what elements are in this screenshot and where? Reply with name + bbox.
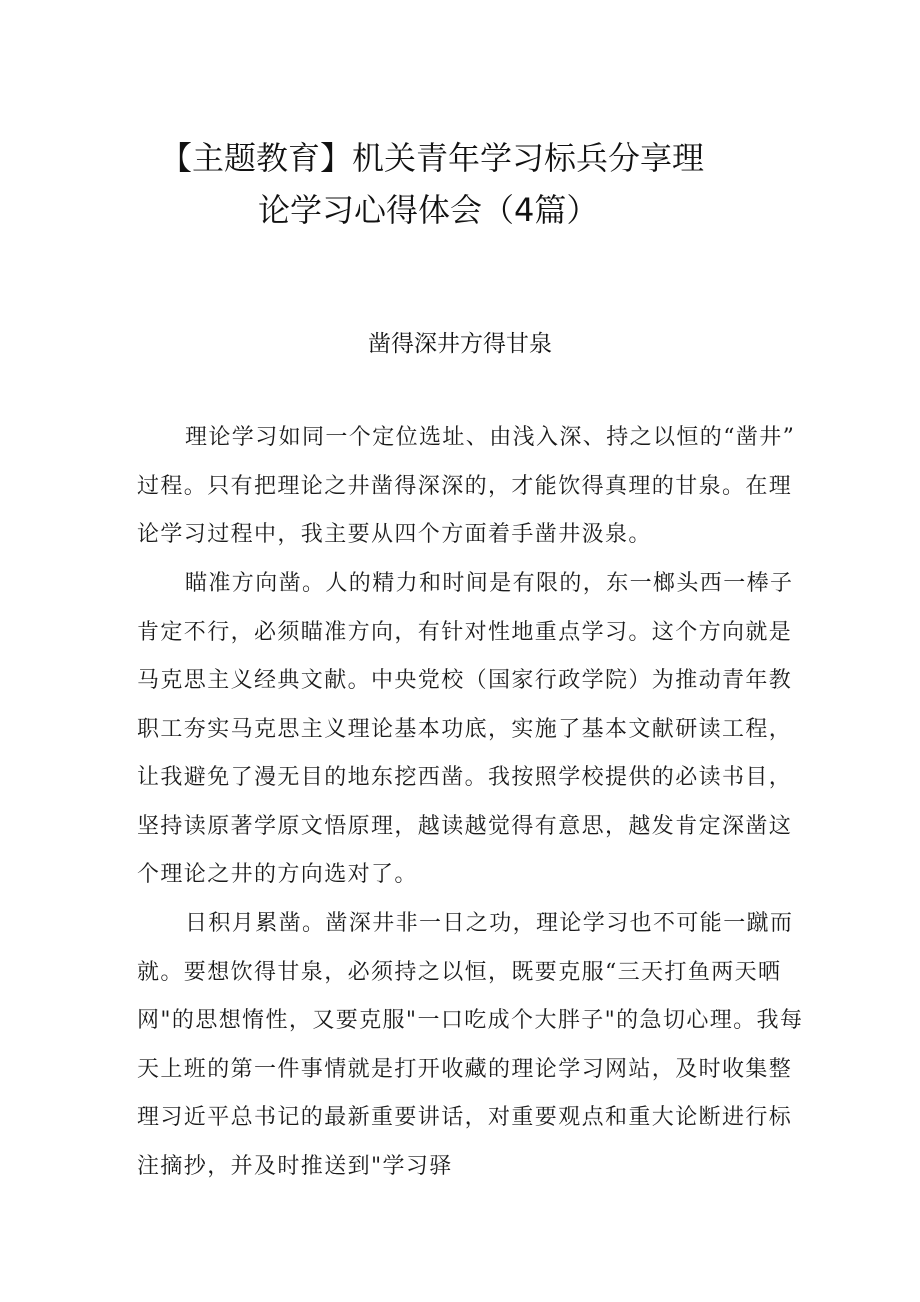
document-title-line-2: 论学习心得体会（4篇）	[258, 191, 599, 229]
paragraph-line: 论学习过程中，我主要从四个方面着手凿井汲泉。	[137, 522, 652, 547]
paragraph-line: 肯定不行，必须瞄准方向，有针对性地重点学习。这个方向就是	[137, 619, 793, 645]
paragraph-line: 注摘抄，并及时推送到"学习驿	[137, 1153, 453, 1179]
paragraph-line: 天上班的第一件事情就是打开收藏的理论学习网站，及时收集整	[137, 1056, 793, 1082]
paragraph-line: 过程。只有把理论之井凿得深深的，才能饮得真理的甘泉。在理	[137, 473, 793, 499]
paragraph-line: 就。要想饮得甘泉，必须持之以恒，既要克服“三天打鱼两天晒	[137, 959, 782, 985]
paragraph-2	[137, 560, 797, 900]
paragraph-line: 个理论之井的方向选对了。	[137, 862, 418, 887]
paragraph-line: 理习近平总书记的最新重要讲话，对重要观点和重大论断进行标	[137, 1105, 793, 1130]
paragraph-line: 让我避免了漫无目的地东挖西凿。我按照学校提供的必读书目，	[137, 765, 793, 790]
paragraph-line: 理论学习如同一个定位选址、由浅入深、持之以恒的“凿井”	[185, 425, 796, 450]
paragraph-line: 网"的思想惰性，又要克服"一口吃成个大胖子"的急切心理。我每	[137, 1008, 804, 1033]
paragraph-line: 日积月累凿。凿深井非一日之功，理论学习也不可能一蹴而	[185, 911, 794, 936]
paragraph-line: 瞄准方向凿。人的精力和时间是有限的，东一榔头西一棒子	[185, 571, 794, 596]
section-subtitle: 凿得深井方得甘泉	[368, 331, 552, 357]
paragraph-line: 马克思主义经典文献。中央党校（国家行政学院）为推动青年教	[137, 668, 793, 693]
paragraph-line: 职工夯实马克思主义理论基本功底，实施了基本文献研读工程，	[137, 716, 793, 742]
paragraph-3	[137, 900, 804, 1191]
paragraph-1	[137, 414, 797, 560]
paragraph-line: 坚持读原著学原文悟原理，越读越觉得有意思，越发肯定深凿这	[137, 813, 793, 839]
document-title-line-1: 【主题教育】机关青年学习标兵分享理	[160, 139, 705, 177]
